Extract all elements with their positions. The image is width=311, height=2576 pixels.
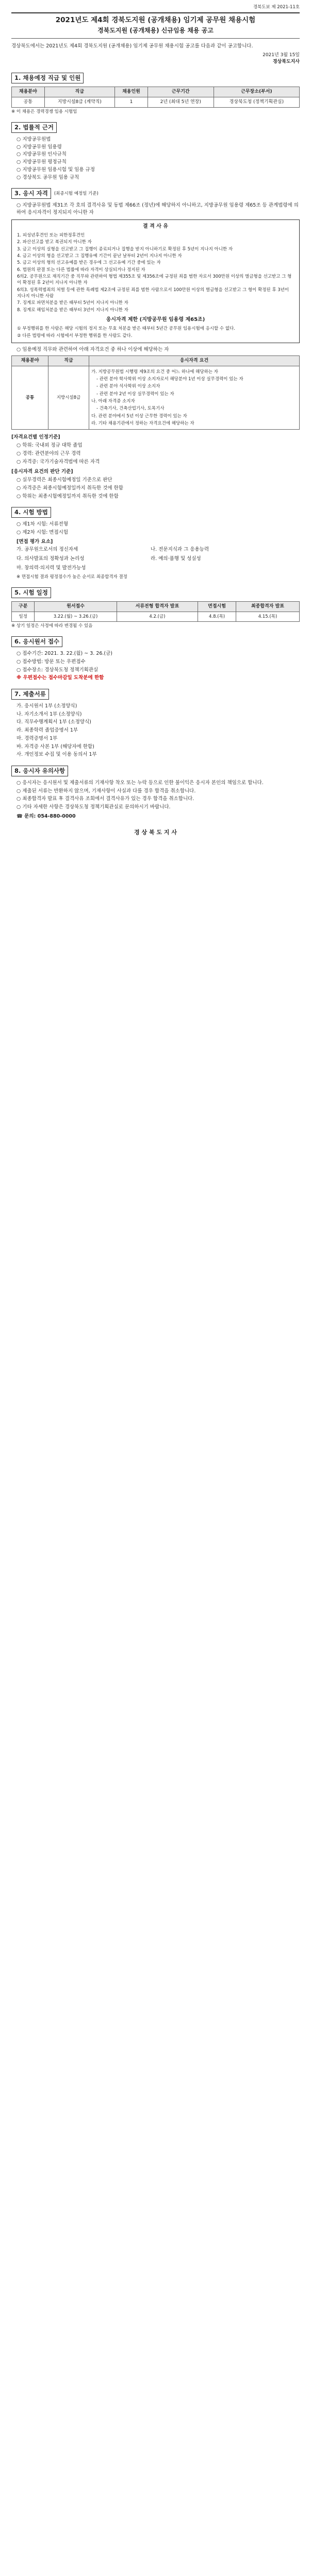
eligibility-table <box>11 355 300 430</box>
list-item: 마. 창의력·의지력 및 발전가능성 <box>17 565 86 571</box>
list-item: 다. 직무수행계획서 1부 (소정양식) <box>17 719 91 725</box>
list-item: ○ 접수기간: 2021. 3. 22.(월) ~ 3. 26.(금) <box>17 651 113 657</box>
list-item: ○ 기타 자세한 사항은 경상북도청 정책기획관실로 문의하시기 바랍니다. <box>17 804 171 810</box>
col-header: 직급 <box>44 87 115 97</box>
section-4-heading: 4. 시험 방법 <box>11 507 300 518</box>
box-title: 결 격 사 유 <box>142 223 169 229</box>
table-row <box>12 612 300 621</box>
list-item: 3. 금고 이상의 실형을 선고받고 그 집행이 종료되거나 집행을 받지 아니하기로 확정된 후 5년이 지나지 아니한 자 <box>17 246 233 252</box>
list-item: 마. 경력증명서 1부 <box>17 735 58 741</box>
bulletin-number: 경북도보 제 2021-11호 <box>253 5 300 10</box>
list-item: 가. 지방공무원법 시행령 제9조의 요건 중 어느 하나에 해당하는 자 <box>91 369 218 375</box>
list-item: 다. 관련 분야에서 5년 이상 근무한 경력이 있는 자 <box>91 413 187 419</box>
list-item: ○ 응시자는 응시원서 및 제출서류의 기재사항 착오 또는 누락 등으로 인한 불이익은 응시자 본인의 책임으로 합니다. <box>17 779 264 786</box>
document-page <box>0 0 311 857</box>
table-cell: 4.8.(목) <box>198 612 236 621</box>
list-item: ○ 자격증은 최종시험예정일까지 취득한 것에 한함 <box>17 485 123 491</box>
table-cell: 4.15.(목) <box>236 612 299 621</box>
list-item: ○ 경상북도 공무원 임용 규칙 <box>17 174 79 180</box>
list-item: 2. 파산선고를 받고 복권되지 아니한 자 <box>17 240 92 245</box>
list-item: 7. 징계로 파면처분을 받은 때부터 5년이 지나지 아니한 자 <box>17 300 128 306</box>
schedule-table <box>11 601 300 622</box>
list-item: 라. 최종학력 졸업증명서 1부 <box>17 727 78 734</box>
list-item: ○ 지방공무원 인사규칙 <box>17 151 67 158</box>
table-cell: 1 <box>115 97 148 107</box>
disqualification-box <box>11 219 300 343</box>
eval-title: [면접 평가 요소] <box>17 538 53 545</box>
section-3-heading: 3. 응시 자격 (최종시험 예정일 기준) <box>11 188 300 199</box>
list-item: 라. 예의·품행 및 성실성 <box>151 556 201 562</box>
contact-info: ☎ 문의: 054-880-0000 <box>17 813 76 819</box>
col-header: 근무장소(부서) <box>214 87 299 97</box>
table-cell <box>89 366 300 430</box>
position-table <box>11 87 300 108</box>
section-2-heading: 2. 법률적 근거 <box>11 122 300 133</box>
list-item: 6의2. 공무원으로 재직기간 중 직무와 관련하여 형법 제355조 및 제356조에 규정된 죄를 범한 자로서 300만원 이상의 벌금형을 선고받고 그 형이 확정된 후 2년이 지나지 아니한 자 <box>17 274 292 286</box>
list-item: 1. 피성년후견인 또는 피한정후견인 <box>17 233 85 239</box>
list-item: - 건축기사, 건축산업기사, 토목기사 <box>96 406 165 412</box>
list-item: ○ 자격증: 국가기술자격법에 따른 자격 <box>17 459 100 465</box>
list-item: 4. 금고 이상의 형을 선고받고 그 집행유예 기간이 끝난 날부터 2년이 지나지 아니한 자 <box>17 253 182 259</box>
list-item: ○ 실무경력은 최종시험예정일 기준으로 판단 <box>17 477 112 483</box>
section-1-heading: 1. 채용예정 직급 및 인원 <box>11 73 300 83</box>
list-item: ○ 학위: 국내외 정규 대학 졸업 <box>17 443 83 449</box>
list-item: - 관련 분야 2년 이상 실무경력이 있는 자 <box>96 391 174 397</box>
list-item: ○ 접수장소: 경상북도청 정책기획관실 <box>17 667 99 673</box>
box-subtitle: 응시자격 제한 (지방공무원 임용령 제65조) <box>106 316 205 323</box>
eligibility-text-2: ○ 임용예정 직무와 관련하여 아래 자격요건 중 하나 이상에 해당하는 자 <box>17 347 169 353</box>
table-cell: 4.2.(금) <box>117 612 198 621</box>
col-header: 구분 <box>12 601 35 612</box>
list-item: 바. 자격증 사본 1부 (해당자에 한함) <box>17 743 94 750</box>
table-cell: 공통 <box>12 97 45 107</box>
list-item: ※ 우편접수는 접수마감일 도착분에 한함 <box>17 675 104 681</box>
list-item: 가. 공무원으로서의 정신자세 <box>17 547 78 553</box>
section-5-heading: 5. 시험 일정 <box>11 587 300 598</box>
page-title: 2021년도 제4회 경북도지원 (공개채용) 임기제 공무원 채용시험 <box>55 16 256 25</box>
col-header: 서류전형 합격자 발표 <box>117 601 198 612</box>
list-item: ○ 지방공무원 임용시험 및 임용 규정 <box>17 166 95 173</box>
col-header: 근무기간 <box>148 87 214 97</box>
list-item: ○ 최종합격자 발표 후 결격사유 조회에서 결격사유가 있는 경우 합격을 취소합니다. <box>17 796 194 802</box>
col-header: 최종합격자 발표 <box>236 601 299 612</box>
col-header: 원서접수 <box>35 601 117 612</box>
intro-text: 경상북도에서는 2021년도 제4회 경북도지원 (공개채용) 임기제 공무원 채용시험 공고를 다음과 같이 공고합니다. <box>11 43 253 49</box>
announce-org: 경상북도지사 <box>272 59 300 65</box>
list-item: 사. 개인정보 수집 및 이용 동의서 1부 <box>17 752 97 758</box>
signature-block: 경 상 북 도 지 사 <box>134 828 177 836</box>
subtitle-rule <box>11 38 300 39</box>
section-6-heading: 6. 응시원서 접수 <box>11 636 300 647</box>
section-1-note: ※ 이 채용은 경력경쟁 임용 시험임 <box>11 109 77 114</box>
list-item: ② 다른 법령에 따라 시험에서 부정한 행위를 한 사람도 같다. <box>17 333 133 338</box>
col-header: 직급 <box>48 355 89 366</box>
announce-date: 2021년 3월 15일 <box>263 53 300 58</box>
list-item: 다. 의사발표의 정확성과 논리성 <box>17 556 85 562</box>
table-cell: 지방시설8급 <box>48 366 89 430</box>
section-8-heading: 8. 응시자 유의사항 <box>11 766 300 776</box>
section-7-heading: 7. 제출서류 <box>11 689 300 700</box>
list-item: 나. 전문지식과 그 응용능력 <box>151 547 209 553</box>
list-item: ○ 학위는 최종시험예정일까지 취득한 것에 한함 <box>17 493 119 499</box>
schedule-note: ※ 상기 일정은 사정에 따라 변경될 수 있음 <box>11 623 93 629</box>
list-item: ○ 지방공무원 임용령 <box>17 144 62 150</box>
list-item: 나. 아래 자격증 소지자 <box>91 399 135 404</box>
col-header: 면접시험 <box>198 601 236 612</box>
criteria-block <box>11 434 300 500</box>
page-subtitle: 경북도지원 (공개채용) 신규임용 채용 공고 <box>97 26 214 34</box>
top-rule <box>11 12 300 13</box>
pass-rule: ※ 면접시험 결과 평정점수가 높은 순서로 최종합격자 결정 <box>17 574 127 580</box>
list-item: 가. 응시원서 1부 (소정양식) <box>17 703 77 709</box>
eligibility-text-1: ○ 지방공무원법 제31조 각 호의 결격사유 및 동법 제66조 (정년)에 해당하지 아니하고, 지방공무원 임용령 제65조 등 관계법령에 의하여 응시자격이 정지되지 아니한 자 <box>17 202 299 215</box>
list-item: 6의3. 성폭력범죄의 처벌 등에 관한 특례법 제2조에 규정된 죄를 범한 사람으로서 100만원 이상의 벌금형을 선고받고 그 형이 확정된 후 3년이 지나지 아니한 사람 <box>17 287 289 299</box>
list-item: - 관련 분야 학사학위 이상 소지자로서 해당분야 1년 이상 실무경력이 있는 자 <box>96 377 243 382</box>
list-item: ○ 지방공무원 평정규칙 <box>17 159 67 165</box>
list-item: 라. 기타 채용기관에서 정하는 자격요건에 해당하는 자 <box>91 421 194 427</box>
list-item: 나. 자기소개서 1부 (소정양식) <box>17 711 82 717</box>
list-item: ○ 경력: 관련분야의 근무 경력 <box>17 450 81 456</box>
col-header: 응시자격 요건 <box>89 355 300 366</box>
table-cell: 일정 <box>12 612 35 621</box>
list-item: ○ 제출된 서류는 반환하지 않으며, 기재사항이 사실과 다를 경우 합격을 취소합니다. <box>17 788 196 794</box>
list-item: ① 부정행위를 한 사람은 해당 시험의 정지 또는 무효 처분을 받은 때부터 5년간 공무원 임용시험에 응시할 수 없다. <box>17 326 235 332</box>
criteria-title: [자격요건별 인정기준] <box>11 434 60 440</box>
table-cell: 경상북도청 (정책기획관실) <box>214 97 299 107</box>
list-item: 6. 법원의 판결 또는 다른 법률에 따라 자격이 상실되거나 정지된 자 <box>17 267 145 273</box>
table-cell: 지방시설8급 (계약직) <box>44 97 115 107</box>
table-cell: 3.22.(월) ~ 3.26.(금) <box>35 612 117 621</box>
table-cell: 공통 <box>12 366 48 430</box>
list-item: - 관련 분야 석사학위 이상 소지자 <box>96 384 160 389</box>
eval-list <box>11 546 300 571</box>
col-header: 채용인원 <box>115 87 148 97</box>
table-row <box>12 97 300 107</box>
legal-basis-list <box>11 136 300 181</box>
list-item: ○ 지방공무원법 <box>17 136 51 142</box>
table-cell: 2년 (최대 5년 연장) <box>148 97 214 107</box>
col-header: 채용분야 <box>12 87 45 97</box>
list-item: ○ 접수방법: 방문 또는 우편접수 <box>17 658 86 665</box>
table-row <box>12 366 300 430</box>
list-item: 8. 징계로 해임처분을 받은 때부터 3년이 지나지 아니한 자 <box>17 307 128 313</box>
criteria-title: [응시자격 요건의 판단 기준] <box>11 469 73 475</box>
list-item: 5. 금고 이상의 형의 선고유예를 받은 경우에 그 선고유예 기간 중에 있는 자 <box>17 260 161 266</box>
list-item: ○ 제2차 시험: 면접시험 <box>17 529 69 535</box>
col-header: 채용분야 <box>12 355 48 366</box>
list-item: ○ 제1차 시험: 서류전형 <box>17 521 69 528</box>
